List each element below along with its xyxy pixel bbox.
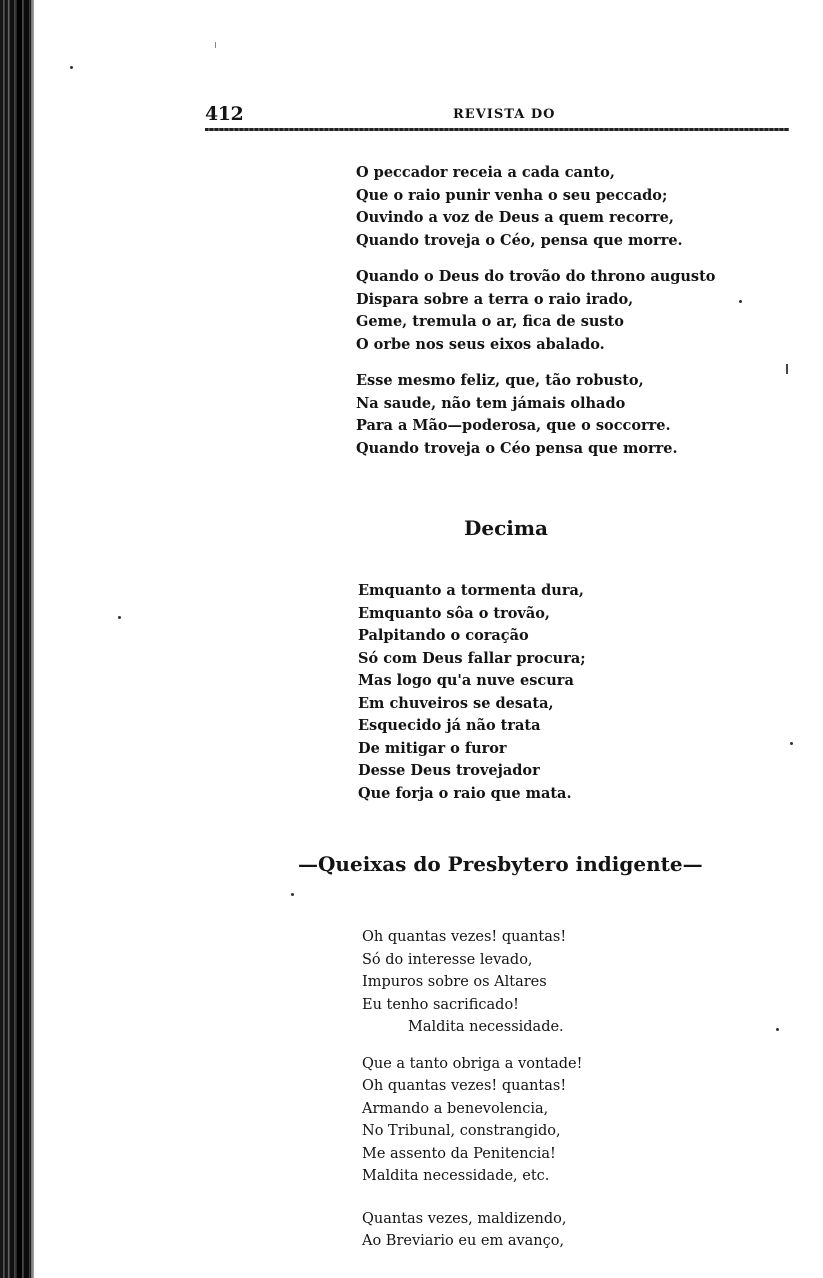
scan-mark xyxy=(215,42,216,48)
scan-speck xyxy=(790,742,793,745)
verse-line: Emquanto sôa o trovão, xyxy=(358,604,550,622)
verse-line: Oh quantas vezes! quantas! xyxy=(362,929,567,945)
verse-line: Mas logo qu'a nuve escura xyxy=(358,672,574,689)
stanza xyxy=(362,1208,582,1253)
stanza xyxy=(362,1053,582,1188)
verse-line: Emquanto a tormenta dura, xyxy=(358,582,584,599)
verse-line: Só com Deus fallar procura; xyxy=(358,649,586,667)
stanza xyxy=(356,162,715,252)
scan-speck xyxy=(118,616,121,619)
verse-line: Oh quantas vezes! quantas! xyxy=(362,1078,567,1094)
refrain-line: Maldita necessidade. xyxy=(408,1019,564,1035)
verse-line: Palpitando o coração xyxy=(358,627,529,644)
verse-line: Que a tanto obriga a vontade! xyxy=(362,1055,583,1072)
section-title-queixas: —Queixas do Presbytero indigente— xyxy=(298,852,703,876)
verse-line: De mitigar o furor xyxy=(358,739,507,757)
verse-line: Só do interesse levado, xyxy=(362,951,533,968)
verse-line: Quando troveja o Céo, pensa que morre. xyxy=(356,231,683,249)
page-header xyxy=(205,103,789,133)
running-head: REVISTA DO xyxy=(453,107,556,122)
stanza xyxy=(356,370,715,460)
queixas-poem xyxy=(362,926,582,1267)
page-number: 412 xyxy=(205,103,244,125)
scan-mark xyxy=(786,364,788,374)
poem-section xyxy=(356,162,715,474)
decima-poem xyxy=(358,580,586,805)
verse-line: Desse Deus trovejador xyxy=(358,762,540,779)
header-rule xyxy=(205,128,789,131)
verse-line: Armando a benevolencia, xyxy=(362,1100,549,1117)
verse-line: Na saude, não tem jámais olhado xyxy=(356,394,626,412)
verse-line: Esse mesmo feliz, que, tão robusto, xyxy=(356,372,644,389)
verse-line: Me assento da Penitencia! xyxy=(362,1145,556,1162)
scan-speck xyxy=(776,1028,779,1031)
verse-line: No Tribunal, constrangido, xyxy=(362,1123,561,1139)
verse-line: Que o raio punir venha o seu peccado; xyxy=(356,186,668,204)
verse-line: Esquecido já não trata xyxy=(358,717,541,734)
book-spine-edge xyxy=(0,0,34,1278)
verse-line: Quando o Deus do trovão do throno augusto xyxy=(356,268,716,285)
verse-line: Ouvindo a voz de Deus a quem recorre, xyxy=(356,209,674,226)
verse-line: Geme, tremula o ar, fica de susto xyxy=(356,313,624,330)
verse-line: Quando troveja o Céo pensa que morre. xyxy=(356,439,678,457)
verse-line: Para a Mão—poderosa, que o soccorre. xyxy=(356,417,671,434)
verse-line: O orbe nos seus eixos abalado. xyxy=(356,335,605,353)
verse-line: Em chuveiros se desata, xyxy=(358,694,554,712)
scan-speck xyxy=(70,66,73,69)
verse-line: Eu tenho sacrificado! xyxy=(362,996,520,1013)
scan-speck xyxy=(291,893,294,896)
verse-line: Dispara sobre a terra o raio irado, xyxy=(356,290,634,308)
scan-speck xyxy=(739,300,742,303)
verse-line: O peccador receia a cada canto, xyxy=(356,164,615,181)
verse-line: Impuros sobre os Altares xyxy=(362,974,547,990)
section-title-decima: Decima xyxy=(464,516,548,540)
verse-line: Quantas vezes, maldizendo, xyxy=(362,1210,567,1227)
stanza xyxy=(362,926,582,1039)
stanza xyxy=(356,266,715,356)
verse-line: Ao Breviario eu em avanço, xyxy=(362,1233,565,1249)
verse-line: Maldita necessidade, etc. xyxy=(362,1168,550,1184)
verse-line: Que forja o raio que mata. xyxy=(358,784,572,802)
